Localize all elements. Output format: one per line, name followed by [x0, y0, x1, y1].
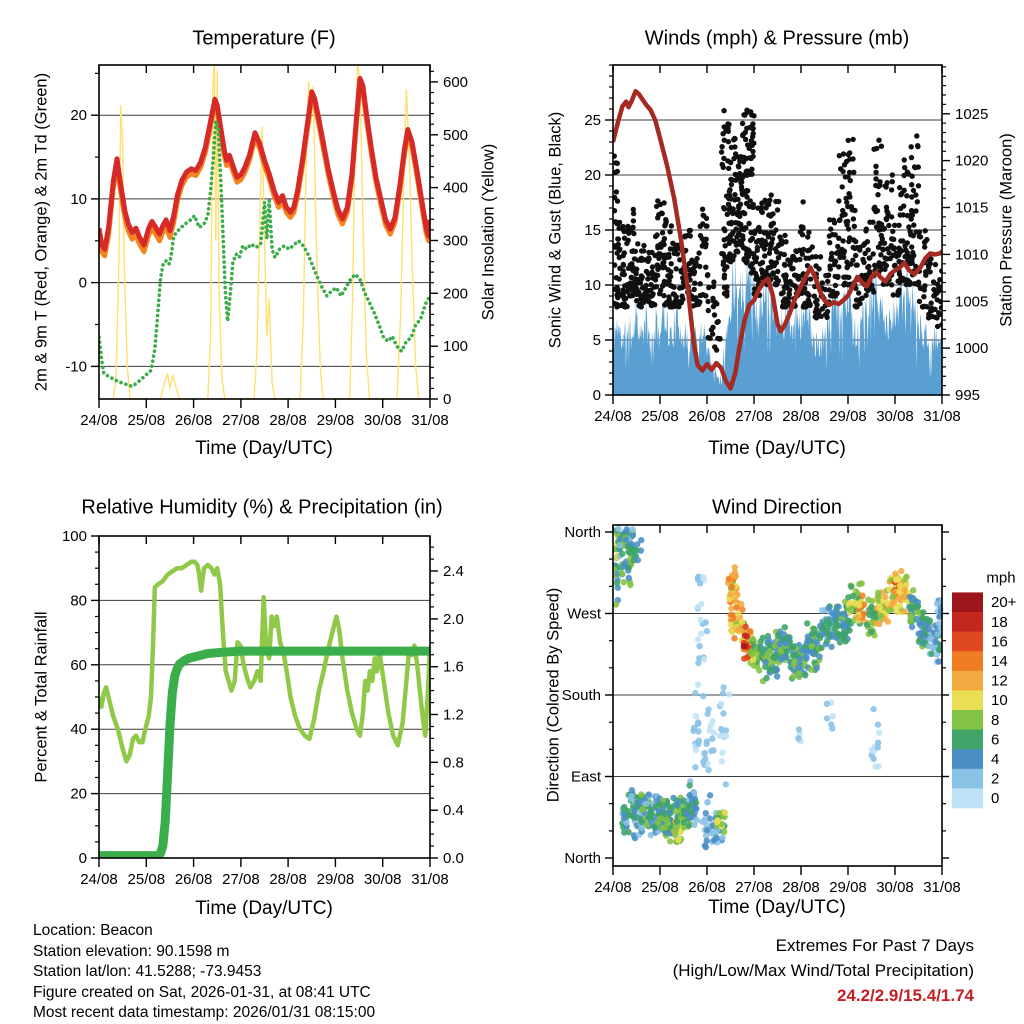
colorbar-segment [952, 710, 983, 730]
y-tick-label-right: 0 [443, 391, 452, 408]
x-tick-label: 26/08 [174, 871, 213, 888]
y-tick-label-right: 1000 [955, 340, 989, 358]
y-tick-label-left: -10 [65, 358, 87, 376]
x-tick-label: 27/08 [222, 871, 260, 888]
x-tick-label: 30/08 [363, 412, 402, 429]
extremes-values: 24.2/2.9/15.4/1.74 [836, 986, 974, 1005]
speed-colorbar [952, 592, 1017, 808]
figure-created: Figure created on Sat, 2026-01-31, at 08:41 UTC [33, 983, 371, 1001]
winds-chart-title: Winds (mph) & Pressure (mb) [644, 27, 910, 50]
y-tick-label-right: 1.2 [443, 706, 464, 724]
extremes-subtitle: (High/Low/Max Wind/Total Precipitation) [672, 961, 974, 980]
y-tick-label-left: East [570, 768, 601, 786]
temperature-right-axis-label: Solar Insolation (Yellow) [479, 143, 498, 321]
direction-chart [562, 524, 1017, 896]
colorbar-label: 10 [991, 692, 1008, 710]
x-tick-label: 29/08 [316, 871, 355, 888]
winds-right-axis-label: Station Pressure (Maroon) [997, 133, 1016, 327]
x-tick-label: 29/08 [316, 412, 355, 429]
y-tick-label-right: 1010 [955, 246, 989, 264]
y-tick-label-left: 20 [70, 107, 87, 125]
colorbar-label: 0 [991, 790, 1000, 808]
temperature-xaxis-label: Time (Day/UTC) [195, 438, 333, 459]
y-tick-label-right: 200 [443, 285, 469, 303]
colorbar-label: 4 [991, 751, 1000, 768]
recent-data-timestamp: Most recent data timestamp: 2026/01/31 08:15:00 [33, 1004, 376, 1021]
y-tick-label-left: 5 [592, 332, 601, 349]
extremes-title: Extremes For Past 7 Days [775, 936, 974, 955]
x-tick-label: 27/08 [735, 879, 773, 896]
colorbar-label: 18 [991, 613, 1008, 631]
x-tick-label: 24/08 [80, 871, 118, 888]
y-tick-label-left: 25 [584, 112, 601, 129]
y-tick-label-left: 0 [78, 274, 87, 292]
humidity-left-axis-label: Percent & Total Rainfall [32, 611, 51, 783]
winds-left-axis-label: Sonic Wind & Gust (Blue, Black) [546, 111, 565, 349]
wind-direction-dots [611, 526, 945, 851]
y-tick-label-left: South [561, 687, 601, 704]
x-tick-label: 24/08 [594, 408, 632, 425]
y-tick-label-right: 0.8 [443, 754, 464, 772]
x-tick-label: 30/08 [876, 408, 914, 425]
x-tick-label: 24/08 [594, 879, 632, 896]
humidity-xaxis-label: Time (Day/UTC) [195, 898, 333, 919]
y-tick-label-left: 20 [70, 785, 87, 803]
colorbar-label: 16 [991, 633, 1008, 651]
temperature-chart [65, 61, 468, 429]
y-tick-label-right: 300 [443, 232, 469, 250]
x-tick-label: 31/08 [923, 408, 961, 425]
x-tick-label: 29/08 [829, 879, 867, 896]
x-tick-label: 29/08 [829, 408, 867, 425]
x-tick-label: 30/08 [876, 879, 914, 896]
winds-chart [584, 65, 988, 425]
x-tick-label: 25/08 [641, 408, 679, 425]
y-tick-label-left: 0 [592, 387, 601, 404]
x-tick-label: 27/08 [735, 408, 773, 425]
colorbar-segment [952, 612, 983, 632]
colorbar-segment [952, 730, 983, 750]
colorbar-title: mph [986, 569, 1016, 587]
x-tick-label: 30/08 [363, 871, 402, 888]
y-tick-label-right: 0.4 [443, 802, 464, 820]
y-tick-label-right: 0.0 [443, 850, 464, 867]
y-tick-label-left: West [567, 605, 601, 623]
x-tick-label: 26/08 [688, 879, 726, 896]
x-tick-label: 27/08 [222, 412, 260, 429]
y-tick-label-left: 10 [584, 277, 601, 294]
temperature-chart-title: Temperature (F) [192, 27, 336, 50]
colorbar-label: 6 [991, 731, 1000, 749]
y-tick-label-left: North [564, 524, 601, 541]
x-tick-label: 25/08 [127, 871, 166, 888]
y-tick-label-right: 600 [443, 73, 469, 91]
y-tick-label-right: 100 [443, 338, 469, 356]
colorbar-segment [952, 671, 983, 691]
direction-series [611, 526, 945, 851]
colorbar-segment [952, 651, 983, 671]
y-tick-label-left: 40 [70, 721, 87, 739]
y-tick-label-right: 1.6 [443, 658, 464, 676]
relative-humidity-lightgreen-line [99, 562, 430, 762]
winds-series [612, 91, 945, 395]
x-tick-label: 28/08 [269, 871, 307, 888]
colorbar-segment [952, 592, 983, 612]
x-tick-label: 26/08 [688, 408, 726, 425]
y-tick-label-right: 1020 [955, 152, 989, 170]
y-tick-label-left: North [564, 850, 601, 867]
y-tick-label-left: 20 [584, 167, 601, 184]
colorbar-segment [952, 749, 983, 769]
x-tick-label: 31/08 [411, 412, 449, 429]
total-rainfall-darkgreen-line [99, 651, 430, 856]
y-tick-label-right: 995 [955, 387, 981, 404]
y-tick-label-right: 1015 [955, 199, 989, 217]
colorbar-label: 12 [991, 672, 1008, 690]
colorbar-label: 14 [991, 653, 1008, 670]
y-tick-label-right: 400 [443, 179, 469, 197]
colorbar-segment [952, 632, 983, 652]
x-tick-label: 25/08 [127, 412, 166, 429]
temperature-series [99, 61, 430, 399]
colorbar-label: 2 [991, 770, 1000, 788]
y-tick-label-left: 80 [70, 592, 87, 610]
temperature-left-axis-label: 2m & 9m T (Red, Orange) & 2m Td (Green) [32, 72, 51, 392]
y-tick-label-right: 2.4 [443, 563, 464, 580]
humidity-series [99, 562, 430, 856]
x-tick-label: 28/08 [782, 408, 820, 425]
x-tick-label: 26/08 [174, 412, 213, 429]
colorbar-segment [952, 769, 983, 789]
y-tick-label-left: 60 [70, 656, 87, 674]
x-tick-label: 31/08 [411, 871, 449, 888]
y-tick-label-right: 1025 [955, 105, 989, 123]
station-elevation: Station elevation: 90.1598 m [33, 942, 230, 960]
y-tick-label-right: 2.0 [443, 610, 464, 628]
station-location: Location: Beacon [33, 922, 153, 939]
colorbar-label: 20+ [991, 594, 1017, 612]
direction-chart-title: Wind Direction [711, 496, 843, 519]
y-tick-label-left: 100 [61, 528, 87, 545]
y-tick-label-right: 1005 [955, 293, 989, 311]
winds-xaxis-label: Time (Day/UTC) [708, 438, 846, 459]
humidity-chart-title: Relative Humidity (%) & Precipitation (in) [81, 496, 443, 519]
extremes-block [673, 933, 974, 1008]
x-tick-label: 31/08 [923, 879, 961, 896]
station-info [33, 921, 375, 1024]
x-tick-label: 24/08 [80, 412, 118, 429]
x-tick-label: 25/08 [641, 879, 679, 896]
x-tick-label: 28/08 [269, 412, 307, 429]
y-tick-label-left: 10 [70, 190, 87, 208]
colorbar-segment [952, 690, 983, 710]
plot-frame [99, 536, 430, 858]
y-tick-label-left: 15 [584, 222, 601, 239]
station-latlon: Station lat/lon: 41.5288; -73.9453 [33, 963, 262, 980]
y-tick-label-right: 500 [443, 126, 469, 144]
humidity-chart [62, 528, 464, 888]
direction-xaxis-label: Time (Day/UTC) [708, 897, 846, 918]
y-tick-label-left: 0 [78, 850, 87, 867]
x-tick-label: 28/08 [782, 879, 820, 896]
colorbar-segment [952, 788, 983, 808]
direction-left-axis-label: Direction (Colored By Speed) [544, 587, 563, 803]
colorbar-label: 8 [991, 711, 1000, 729]
